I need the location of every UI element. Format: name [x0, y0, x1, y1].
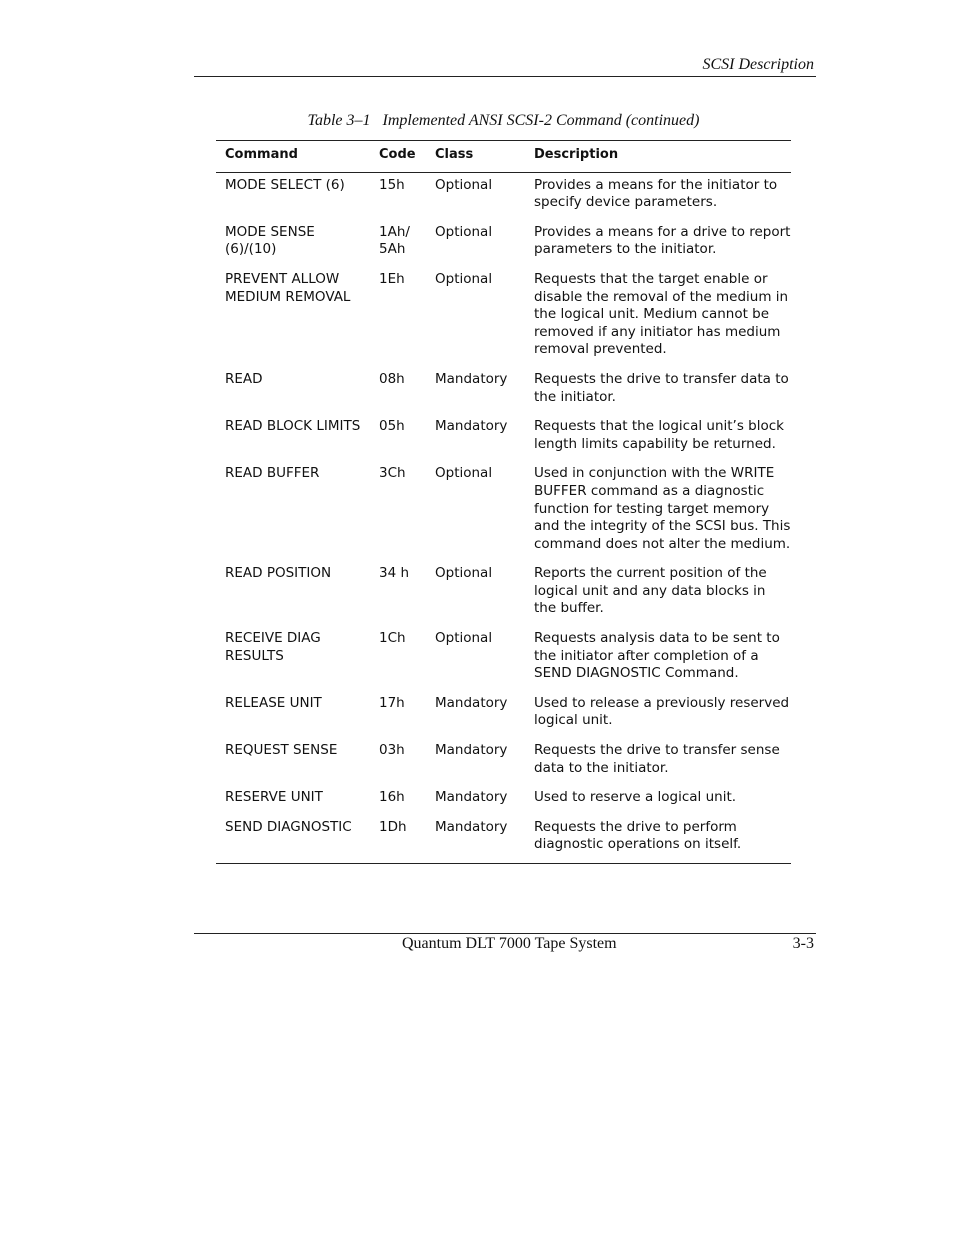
class-cell: Mandatory	[435, 694, 508, 711]
table-row	[216, 695, 791, 742]
table-caption-number: Table 3–1	[307, 112, 371, 129]
table-header-row	[216, 141, 791, 173]
table-row	[216, 630, 791, 695]
code-value: 08h	[379, 370, 405, 387]
column-header-description: Description	[524, 141, 791, 173]
class-cell: Mandatory	[435, 418, 508, 435]
description-cell: Requests analysis data to be sent to the initiator after completion of a SEND DIAGNOSTIC Command.	[534, 630, 780, 682]
description-cell: Provides a means for a drive to report parameters to the initiator.	[534, 223, 791, 258]
description-cell: Reports the current position of the logical unit and any data blocks in the buffer.	[534, 565, 767, 617]
class-cell: Optional	[435, 565, 493, 582]
command-cell: RESERVE UNIT	[225, 789, 323, 806]
column-header-code: Code	[370, 141, 426, 173]
description-cell: Used to reserve a logical unit.	[534, 789, 737, 806]
code-value: 1Dh	[379, 818, 407, 835]
class-cell: Mandatory	[426, 819, 524, 864]
table-row	[216, 819, 791, 864]
code-cell	[370, 819, 426, 864]
code-cell	[370, 465, 426, 565]
table-row	[216, 565, 791, 630]
code-cell	[370, 789, 426, 819]
code-cell	[370, 271, 426, 371]
code-value: 05h	[379, 418, 405, 435]
code-cell	[370, 565, 426, 630]
table-row	[216, 418, 791, 465]
class-cell: Optional	[435, 176, 493, 193]
description-cell: Provides a means for the initiator to specify device parameters.	[534, 176, 778, 211]
code-value: 1Eh	[379, 270, 405, 287]
command-table	[216, 140, 791, 864]
table-row	[216, 172, 791, 224]
table-row	[216, 465, 791, 565]
code-value: 03h	[379, 742, 405, 759]
command-cell: READ BUFFER	[225, 465, 320, 482]
code-cell	[370, 695, 426, 742]
page-number: 3-3	[792, 935, 814, 952]
class-cell: Optional	[435, 465, 493, 482]
table-body	[216, 172, 791, 863]
description-cell: Requests that the target enable or disable the removal of the medium in the logical unit. Medium cannot be removed if any initiator has medium removal prevented.	[534, 270, 789, 358]
description-cell: Requests the drive to transfer sense data to the initiator.	[534, 742, 780, 776]
code-value: 17h	[379, 694, 405, 711]
column-header-class: Class	[426, 141, 524, 173]
class-cell: Mandatory	[435, 370, 508, 387]
code-cell	[370, 742, 426, 789]
code-cell	[370, 418, 426, 465]
command-cell: PREVENT ALLOW MEDIUM REMOVAL	[225, 270, 351, 305]
class-cell: Mandatory	[435, 742, 508, 759]
code-cell	[370, 172, 426, 224]
table-caption	[216, 112, 791, 130]
footer-rule	[194, 933, 816, 934]
table-row	[216, 224, 791, 271]
code-value: 34 h	[379, 565, 410, 582]
command-cell: RELEASE UNIT	[225, 694, 322, 711]
code-cell	[370, 630, 426, 695]
table-caption-text: Implemented ANSI SCSI-2 Command (continued)	[382, 112, 700, 129]
command-cell: READ POSITION	[225, 565, 332, 582]
description-cell: Used to release a previously reserved logical unit.	[534, 694, 790, 729]
code-value: 15h	[379, 176, 405, 193]
command-cell: SEND DIAGNOSTIC	[216, 819, 370, 864]
class-cell: Optional	[435, 223, 493, 240]
description-cell: Used in conjunction with the WRITE BUFFER command as a diagnostic function for testing target memory and the integrity of the SCSI bus. This command does not alter the medium.	[534, 465, 791, 552]
code-value: 3Ch	[379, 465, 406, 482]
class-cell: Optional	[435, 630, 493, 647]
table-row	[216, 271, 791, 371]
code-cell	[370, 371, 426, 418]
running-head: SCSI Description	[702, 56, 814, 73]
class-cell: Mandatory	[435, 789, 508, 806]
command-cell: READ BLOCK LIMITS	[225, 418, 361, 435]
command-cell: RECEIVE DIAG RESULTS	[225, 630, 321, 664]
header-rule	[194, 76, 816, 77]
footer-title: Quantum DLT 7000 Tape System	[402, 935, 617, 952]
command-cell: MODE SENSE (6)/(10)	[225, 223, 315, 258]
code-value: 5Ah	[379, 241, 406, 258]
command-cell: MODE SELECT (6)	[225, 176, 345, 193]
column-header-command: Command	[216, 141, 370, 173]
command-cell: READ	[225, 370, 263, 387]
code-value: 1Ah/	[379, 223, 410, 240]
class-cell: Optional	[435, 270, 493, 287]
table-row	[216, 742, 791, 789]
description-cell: Requests the drive to perform diagnostic operations on itself.	[524, 819, 791, 864]
table-row	[216, 789, 791, 819]
command-cell: REQUEST SENSE	[225, 742, 338, 759]
code-value: 16h	[379, 789, 405, 806]
table-row	[216, 371, 791, 418]
description-cell: Requests that the logical unit’s block length limits capability be returned.	[534, 418, 784, 452]
code-value: 1Ch	[379, 630, 406, 647]
description-cell: Requests the drive to transfer data to the initiator.	[534, 370, 789, 405]
code-cell	[370, 224, 426, 271]
